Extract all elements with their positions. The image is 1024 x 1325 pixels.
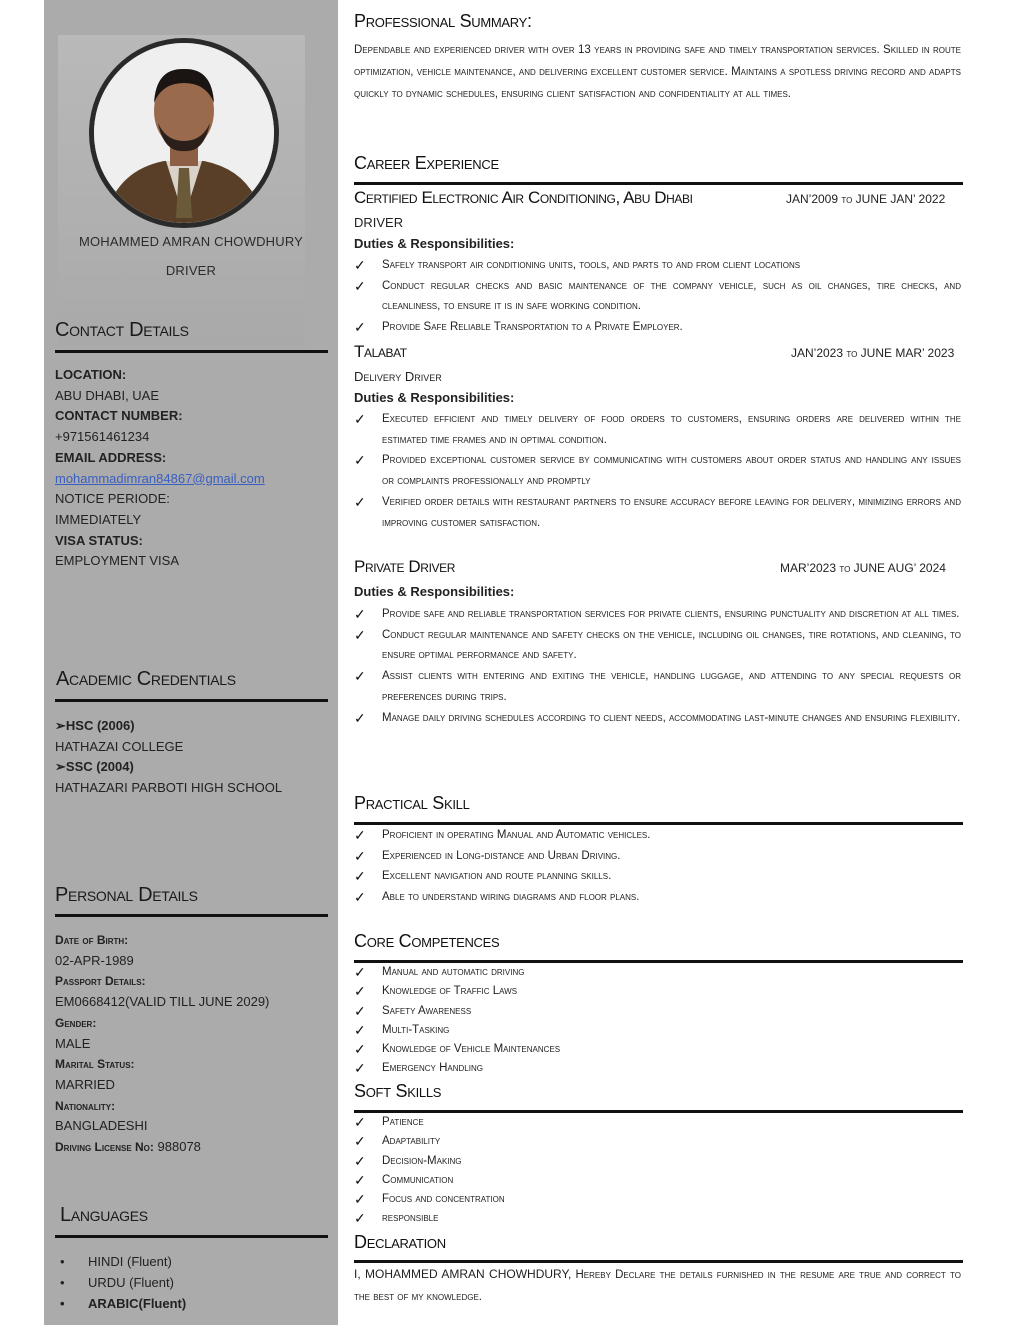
list-item-text: Conduct regular checks and basic maintenance of the company vehicle, such as oil changes, tire checks, and cleanliness, to ensure it is in safe working condition. (382, 279, 961, 313)
check-icon: ✓ (354, 1041, 366, 1058)
gender-value: MALE (55, 1035, 91, 1051)
bullet-icon: • (60, 1254, 65, 1269)
job-company: Private Driver (354, 557, 455, 576)
list-item-text: Proficient in operating Manual and Automatic vehicles. (382, 829, 651, 841)
list-item (354, 1021, 961, 1040)
check-icon: ✓ (354, 1210, 366, 1227)
profile-name: MOHAMMED AMRAN CHOWDHURY (78, 234, 304, 249)
contact-heading: Contact Details (55, 319, 189, 341)
check-icon: ✓ (354, 606, 366, 622)
declarant-name: I, MOHAMMED AMRAN CHOWHDURY, (354, 1267, 572, 1281)
list-item-text: Multi-Tasking (382, 1023, 450, 1036)
soft-list (354, 1113, 961, 1229)
list-item (354, 1113, 961, 1132)
check-icon: ✓ (354, 1002, 366, 1019)
check-icon: ✓ (354, 411, 366, 427)
notice-label: NOTICE PERIODE: (55, 491, 170, 507)
check-icon: ✓ (354, 626, 366, 643)
profile-title: DRIVER (165, 263, 217, 278)
check-icon: ✓ (354, 868, 366, 885)
bullet-icon: • (60, 1296, 65, 1311)
location-value: ABU DHABI, UAE (55, 387, 160, 403)
list-item (354, 450, 961, 491)
personal-details (55, 930, 335, 1158)
check-icon: ✓ (354, 668, 366, 685)
check-icon: ✓ (354, 1060, 366, 1077)
gender-label: Gender: (55, 1015, 97, 1030)
list-item-text: Safely transport air conditioning units, tools, and parts to and from client locations (382, 259, 801, 271)
school: HATHAZAI COLLEGE (55, 738, 184, 754)
check-icon: ✓ (354, 1191, 366, 1208)
check-icon: ✓ (354, 493, 366, 510)
academic-list (55, 716, 335, 799)
list-item (354, 492, 961, 533)
declaration-heading: Declaration (354, 1232, 446, 1252)
marital-value: MARRIED (55, 1076, 115, 1092)
check-icon: ✓ (354, 847, 366, 864)
degree: ➢SSC (2004) (55, 759, 134, 775)
list-item (354, 1209, 961, 1228)
list-item (354, 846, 961, 867)
check-icon: ✓ (354, 964, 366, 980)
list-item-text: Manage daily driving schedules according to client needs, accommodating last-minute changes and ensuring flexibility. (382, 711, 961, 724)
check-icon: ✓ (354, 319, 366, 336)
core-heading: Core Competences (354, 931, 500, 951)
check-icon: ✓ (354, 452, 366, 469)
academic-heading: Academic Credentials (56, 668, 236, 690)
language-item: • URDU (Fluent) (60, 1272, 186, 1293)
list-item-text: Able to understand wiring diagrams and floor plans. (382, 891, 640, 904)
list-item-text: Experienced in Long-distance and Urban Driving. (382, 849, 621, 862)
list-item-text: Patience (382, 1116, 424, 1128)
list-item-text: Provide safe and reliable transportation services for private clients, ensuring punctuality and discretion at all times. (382, 608, 960, 620)
declaration-body: Hereby Declare the details furnished in the resume are true and correct to the best of my knowledge. (354, 1269, 961, 1303)
languages-heading: Languages (60, 1204, 148, 1226)
list-item-text: Conduct regular maintenance and safety checks on the vehicle, including oil changes, tire rotations, and cleaning, to ensure optimal performance and safety. (382, 628, 961, 662)
job-bullets (354, 409, 961, 533)
check-icon: ✓ (354, 709, 366, 726)
list-item (354, 666, 961, 707)
practical-heading: Practical Skill (354, 793, 470, 813)
list-item (354, 963, 961, 982)
check-icon: ✓ (354, 1152, 366, 1169)
list-item (354, 1040, 961, 1059)
job-company: Certified Electronic Air Conditioning, Abu Dhabi (354, 188, 693, 207)
personal-heading: Personal Details (55, 884, 198, 906)
list-item (354, 409, 961, 450)
list-item-text: Provided exceptional customer service by communicating with customers about order status and handling any issues or complaints professionally and promptly (382, 454, 961, 488)
summary-text: Dependable and experienced driver with over 13 years in providing safe and timely transportation services. Skilled in route optimization, vehicle maintenance, and delivering excellent customer service. Maintains a spotless driving record and adapts quickly to dynamic schedules, ensuring client satisfaction and confidentiality at all times. (354, 44, 961, 100)
list-item (354, 1190, 961, 1209)
phone-label: CONTACT NUMBER: (55, 408, 183, 424)
declaration-text (354, 1263, 961, 1308)
list-item-text: Safety Awareness (382, 1004, 472, 1017)
duties-label: Duties & Responsibilities: (354, 390, 515, 405)
list-item (354, 1171, 961, 1190)
divider (55, 1235, 328, 1238)
location-label: LOCATION: (55, 367, 127, 382)
license-value: 988078 (157, 1139, 201, 1155)
check-icon: ✓ (354, 983, 366, 1000)
email-label: EMAIL ADDRESS: (55, 449, 167, 465)
passport-value: EM0668412(VALID TILL JUNE 2029) (55, 994, 270, 1010)
check-icon: ✓ (354, 257, 366, 273)
nationality-value: BANGLADESHI (55, 1118, 148, 1134)
list-item-text: Emergency Handling (382, 1062, 483, 1075)
check-icon: ✓ (354, 277, 366, 294)
nationality-label: Nationality: (55, 1098, 116, 1113)
divider (354, 182, 963, 185)
job-dates: MAR’2023 to JUNE AUG’ 2024 (780, 561, 946, 575)
dob-label: Date of Birth: (55, 933, 129, 947)
language-item: • HINDI (Fluent) (60, 1251, 186, 1272)
passport-label: Passport Details: (55, 974, 146, 989)
profile-photo (89, 38, 279, 228)
list-item-text: Verified order details with restaurant partners to ensure accuracy before leaving for delivery, minimizing errors and improving customer satisfaction. (382, 495, 961, 529)
check-icon: ✓ (354, 1021, 366, 1038)
divider (55, 350, 328, 353)
job-role: DRIVER (354, 215, 404, 230)
list-item-text: Communication (382, 1173, 454, 1186)
list-item (354, 866, 961, 887)
job-dates: JAN’2023 to JUNE MAR’ 2023 (791, 346, 955, 360)
career-heading: Career Experience (354, 153, 499, 173)
list-item-text: responsible (382, 1212, 439, 1225)
check-icon: ✓ (354, 889, 366, 906)
contact-details (55, 365, 335, 572)
visa-value: EMPLOYMENT VISA (55, 553, 180, 569)
list-item (354, 1152, 961, 1171)
soft-heading: Soft Skills (354, 1081, 442, 1101)
core-list (354, 963, 961, 1079)
job-dates: JAN’2009 to JUNE JAN’ 2022 (786, 192, 946, 206)
list-item-text: Decision-Making (382, 1154, 462, 1167)
job-bullets (354, 255, 961, 338)
job-role: Delivery Driver (354, 369, 442, 384)
license-label: Driving License No: (55, 1140, 154, 1155)
languages-list (60, 1251, 186, 1314)
phone-value: +971561461234 (55, 429, 150, 445)
list-item-text: Adaptability (382, 1135, 441, 1148)
email-link[interactable]: mohammadimran84867@gmail.com (55, 470, 265, 486)
divider (55, 699, 328, 702)
notice-value: IMMEDIATELY (55, 511, 142, 527)
list-item (354, 255, 961, 276)
list-item-text: Manual and automatic driving (382, 966, 525, 978)
bullet-icon: • (60, 1275, 65, 1290)
list-item (354, 1059, 961, 1078)
list-item (354, 982, 961, 1001)
practical-list (354, 825, 961, 908)
duties-label: Duties & Responsibilities: (354, 584, 515, 599)
school: HATHAZARI PARBOTI HIGH SCHOOL (55, 780, 283, 796)
list-item (354, 604, 961, 625)
check-icon: ✓ (354, 827, 366, 843)
degree: ➢HSC (2006) (55, 718, 135, 733)
summary-heading: Professional Summary: (354, 11, 532, 31)
list-item (354, 708, 961, 729)
list-item-text: Provide Safe Reliable Transportation to a Private Employer. (382, 321, 683, 334)
duties-label: Duties & Responsibilities: (354, 236, 515, 251)
check-icon: ✓ (354, 1171, 366, 1188)
divider (55, 914, 328, 917)
job-bullets (354, 604, 961, 728)
dob-value: 02-APR-1989 (55, 952, 134, 968)
list-item (354, 887, 961, 908)
list-item-text: Knowledge of Traffic Laws (382, 985, 518, 998)
visa-label: VISA STATUS: (55, 532, 143, 548)
list-item (354, 276, 961, 317)
marital-label: Marital Status: (55, 1057, 135, 1072)
list-item (354, 317, 961, 338)
list-item-text: Assist clients with entering and exiting the vehicle, handling luggage, and attending to any special requests or preferences during trips. (382, 670, 961, 703)
check-icon: ✓ (354, 1114, 366, 1130)
language-item: • ARABIC(Fluent) (60, 1293, 186, 1314)
list-item (354, 825, 961, 846)
job-company: Talabat (354, 342, 407, 361)
list-item-text: Executed efficient and timely delivery of food orders to customers, ensuring orders are delivered within the estimated time frames and in optimal condition. (382, 413, 961, 446)
list-item-text: Focus and concentration (382, 1193, 505, 1206)
list-item (354, 1002, 961, 1021)
list-item (354, 1132, 961, 1151)
list-item-text: Excellent navigation and route planning skills. (382, 870, 612, 883)
list-item (354, 625, 961, 666)
check-icon: ✓ (354, 1133, 366, 1150)
list-item-text: Knowledge of Vehicle Maintenances (382, 1043, 561, 1056)
